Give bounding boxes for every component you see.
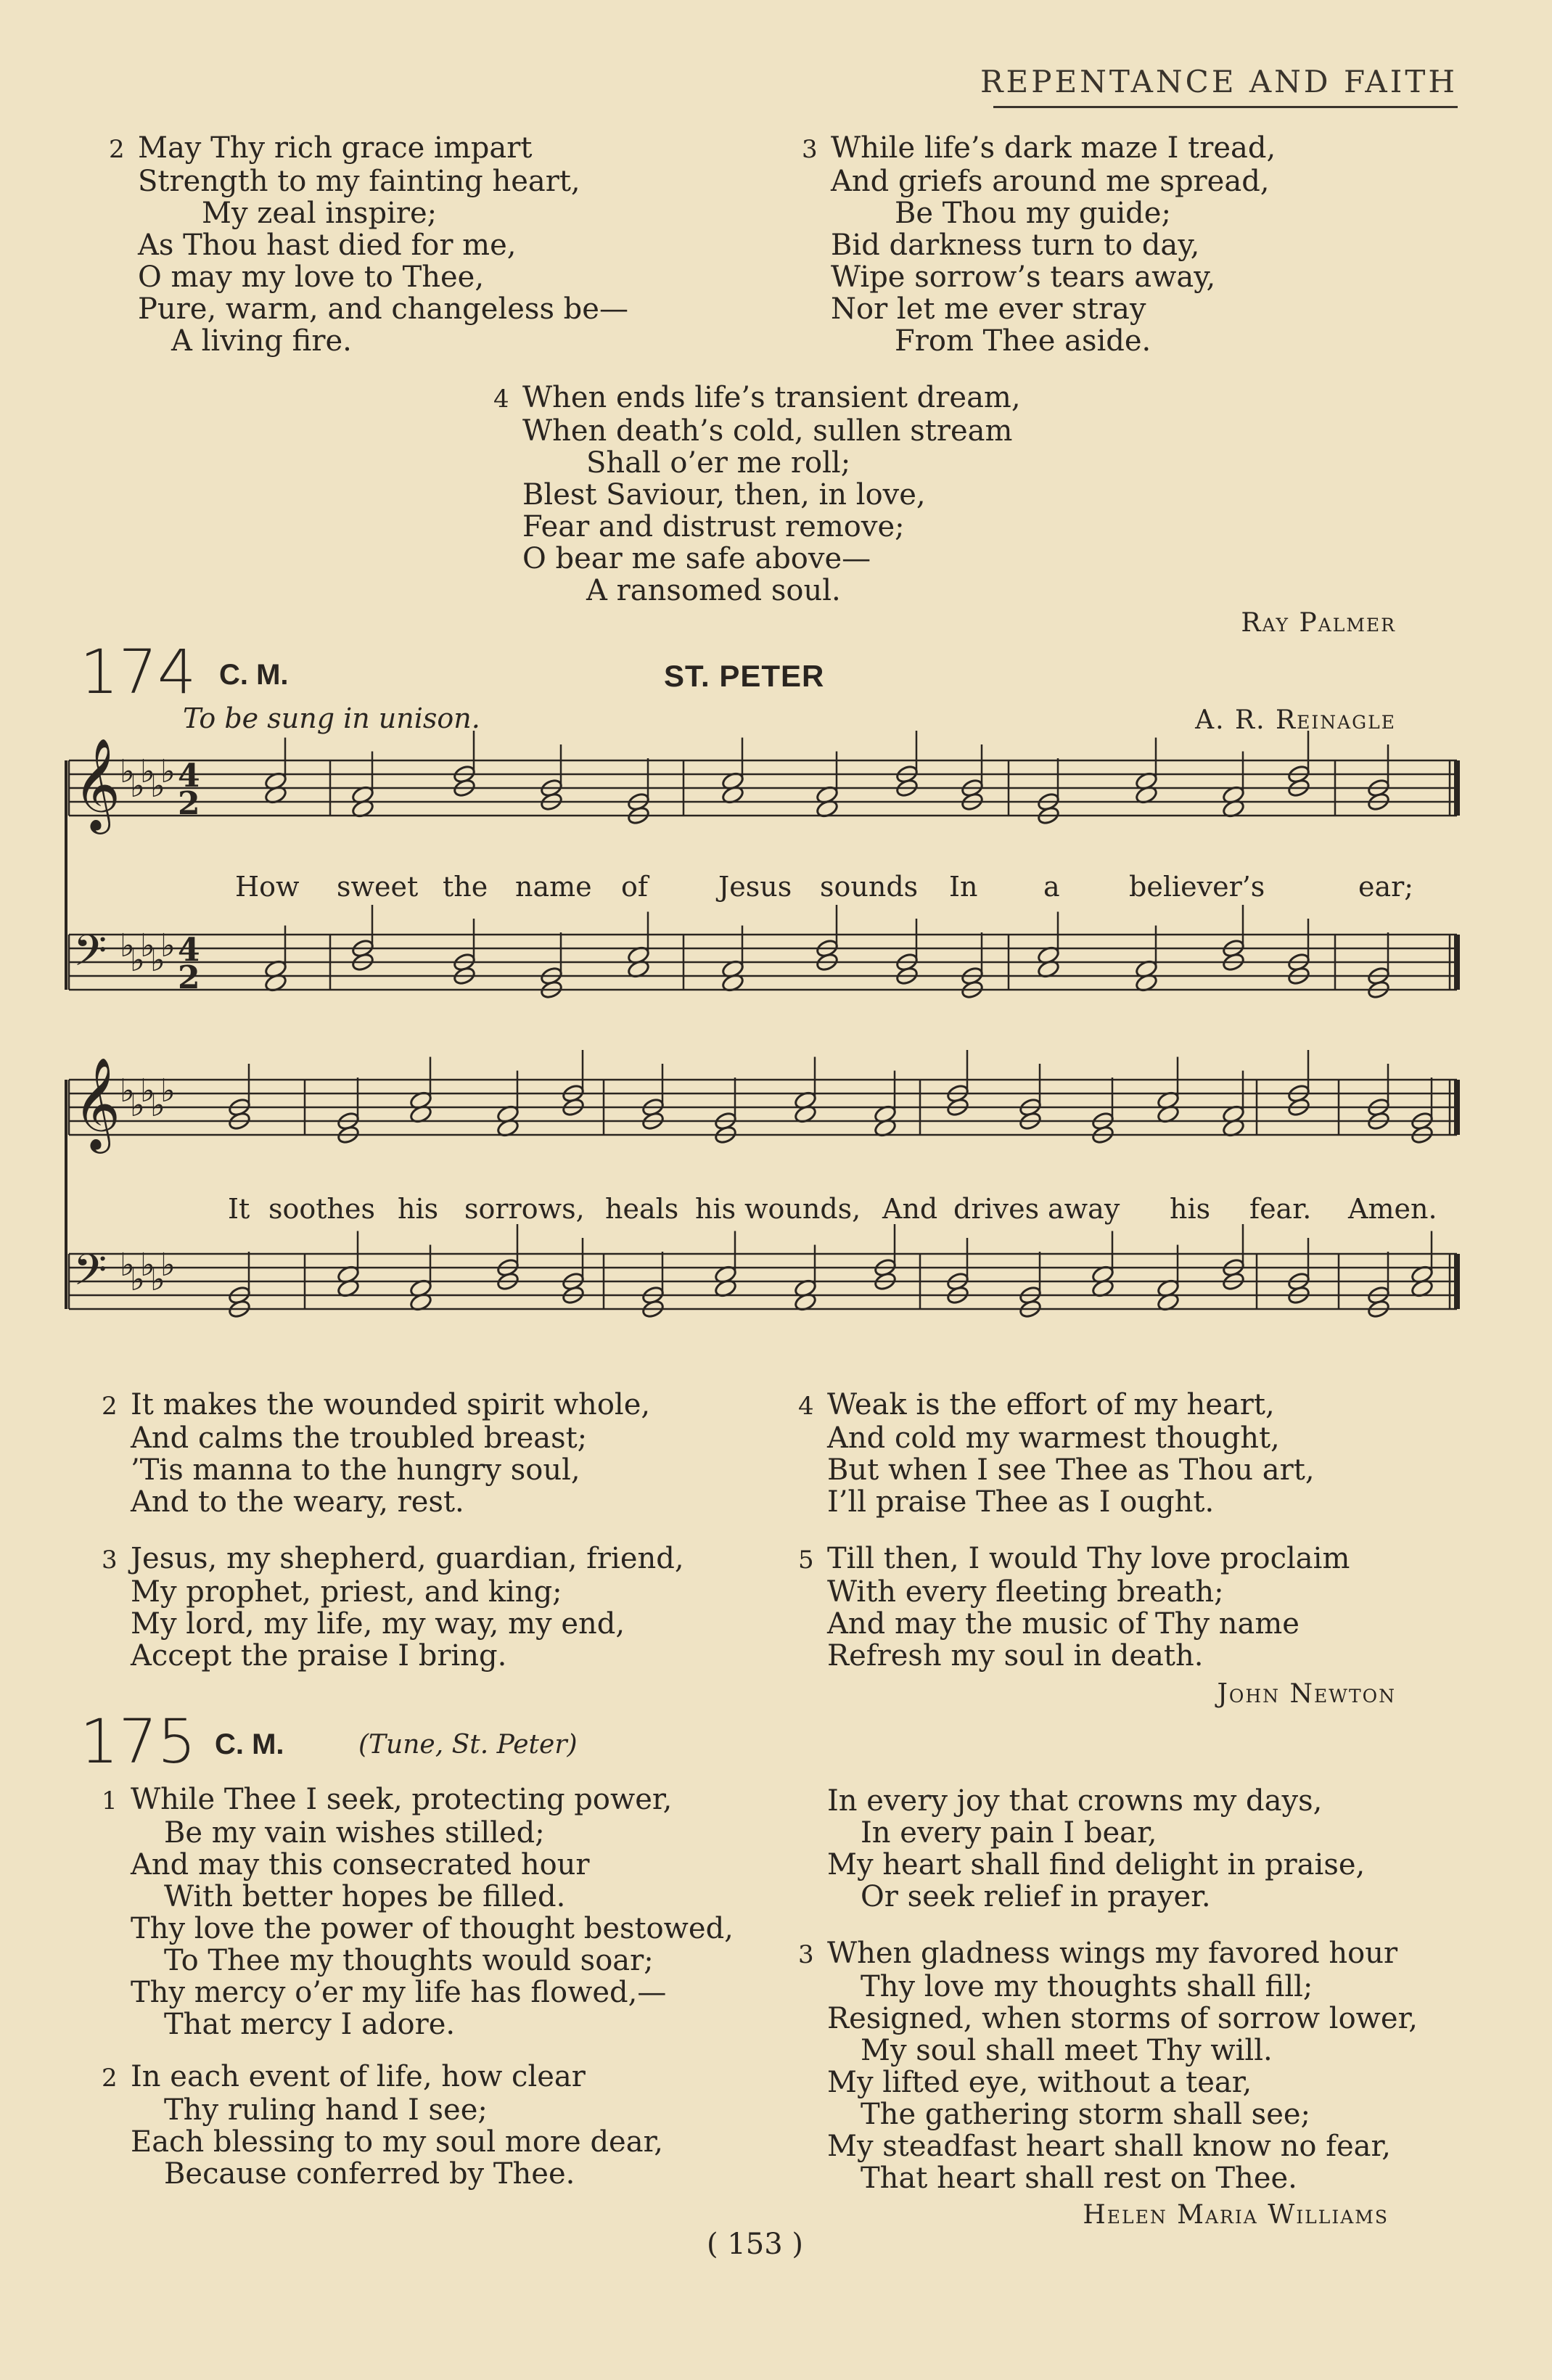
lyric-word: name — [515, 871, 592, 903]
hymn-175-verse-3: 3 When gladness wings my favored hour Thy love my thoughts shall fill; Resigned, when storms of sorrow lower, My soul shall meet Thy will. My lifted eye, without a tear, The gathering storm shall see; My steadfast heart shall know no fear, That heart shall rest on Thee. — [798, 1937, 1418, 2195]
flat-icon: ♭ — [160, 927, 176, 964]
time-signature: 2 — [178, 785, 200, 822]
prev-verse-2: 2 May Thy rich grace impart Strength to my fainting heart, My zeal inspire; As Thou hast died for me, O may my love to Thee, Pure, warm, and changeless be— A living fire. — [109, 131, 628, 358]
lyric-word: the — [443, 871, 488, 903]
flat-icon: ♭ — [130, 1261, 145, 1298]
time-signature: 4 — [178, 932, 200, 969]
flat-icon: ♭ — [150, 1261, 165, 1298]
lyric-word: In — [949, 871, 978, 903]
lyric-word: How — [235, 871, 300, 903]
prev-verse-4: 4 When ends life’s transient dream, When death’s cold, sullen stream Shall o’er me roll; Blest Saviour, then, in love, Fear and distrust remove; O bear me safe above— A ransomed soul. — [493, 381, 1021, 607]
lyric-word: wounds, — [744, 1193, 861, 1225]
hymn-174-author: John Newton — [1217, 1679, 1396, 1709]
bass-clef-icon: 𝄢 — [73, 925, 107, 986]
hymn-175-verse-2-cont: In every joy that crowns my days, In every pain I bear, My heart shall find delight in praise, Or seek relief in prayer. — [827, 1784, 1366, 1913]
lyric-word: his — [695, 1193, 736, 1225]
lyric-word: his — [398, 1193, 439, 1225]
lyric-word: away — [1048, 1193, 1120, 1225]
flat-icon: ♭ — [150, 942, 165, 979]
flat-icon: ♭ — [150, 1087, 165, 1124]
prev-hymn-author: Ray Palmer — [1241, 608, 1396, 638]
flat-icon: ♭ — [130, 1087, 145, 1124]
hymn-175-verse-2: 2 In each event of life, how clear Thy ruling hand I see; Each blessing to my soul more dear, Because conferred by Thee. — [102, 2060, 664, 2191]
lyric-word: drives — [953, 1193, 1040, 1225]
lyric-word: a — [1043, 871, 1060, 903]
lyric-word: heals — [605, 1193, 679, 1225]
flat-icon: ♭ — [140, 753, 155, 790]
hymn-174-composer: A. R. Reinagle — [1195, 705, 1396, 735]
flat-icon: ♭ — [120, 753, 135, 790]
lyric-word: soothes — [268, 1193, 375, 1225]
hymn-174-verse-2: 2 It makes the wounded spirit whole, And calms the troubled breast; ’Tis manna to the hungry soul, And to the weary, rest. — [102, 1388, 651, 1519]
flat-icon: ♭ — [160, 753, 176, 790]
hymn-174-verse-5: 5 Till then, I would Thy love proclaim With every fleeting breath; And may the music of Thy name Refresh my soul in death. — [798, 1542, 1350, 1673]
treble-clef-icon: 𝄞 — [73, 1056, 121, 1149]
time-signature: 4 — [178, 758, 200, 795]
lyric-word: Amen. — [1348, 1193, 1437, 1225]
flat-icon: ♭ — [140, 1072, 155, 1109]
lyric-word: sweet — [337, 871, 419, 903]
hymn-175-verse-1: 1 While Thee I seek, protecting power, Be my vain wishes stilled; And may this consecrated hour With better hopes be filled. Thy love the power of thought bestowed, To Thee my thoughts would soar; Thy mercy o’er my life has flowed,— That mercy I adore. — [102, 1783, 734, 2041]
lyric-word: sorrows, — [464, 1193, 585, 1225]
lyric-word: And — [882, 1193, 938, 1225]
section-header: REPENTANCE AND FAITH — [980, 64, 1458, 99]
hymn-175-tune-note: (Tune, St. Peter) — [358, 1730, 578, 1760]
bass-clef-icon: 𝄢 — [73, 1244, 107, 1305]
lyric-word: of — [621, 871, 648, 903]
flat-icon: ♭ — [120, 1072, 135, 1109]
flat-icon: ♭ — [120, 1247, 135, 1284]
hymn-175-meter: C. M. — [215, 1728, 284, 1760]
lyric-word: his — [1170, 1193, 1211, 1225]
flat-icon: ♭ — [120, 927, 135, 964]
prev-verse-3: 3 While life’s dark maze I tread, And griefs around me spread, Be Thou my guide; Bid darkness turn to day, Wipe sorrow’s tears away, Nor let me ever stray From Thee aside. — [802, 131, 1276, 358]
lyric-word: sounds — [820, 871, 919, 903]
hymn-174-instruction: To be sung in unison. — [183, 702, 480, 734]
hymn-174-verse-4: 4 Weak is the effort of my heart, And cold my warmest thought, But when I see Thee as Thou art, I’ll praise Thee as I ought. — [798, 1388, 1315, 1519]
lyric-word: ear; — [1358, 871, 1414, 903]
flat-icon: ♭ — [130, 942, 145, 979]
hymn-174-number: 174 — [80, 636, 197, 707]
lyric-word: Jesus — [718, 871, 792, 903]
time-signature: 2 — [178, 959, 200, 996]
flat-icon: ♭ — [150, 768, 165, 805]
hymn-175-author: Helen Maria Williams — [1083, 2200, 1389, 2230]
flat-icon: ♭ — [140, 1247, 155, 1284]
lyric-word: fear. — [1249, 1193, 1312, 1225]
hymn-175-number: 175 — [80, 1706, 197, 1777]
hymn-174-tune: ST. PETER — [664, 659, 825, 693]
flat-icon: ♭ — [160, 1247, 176, 1284]
flat-icon: ♭ — [140, 927, 155, 964]
hymn-174-verse-3: 3 Jesus, my shepherd, guardian, friend, My prophet, priest, and king; My lord, my life, my way, my end, Accept the praise I bring. — [102, 1542, 684, 1673]
flat-icon: ♭ — [130, 768, 145, 805]
flat-icon: ♭ — [160, 1072, 176, 1109]
page-number: ( 153 ) — [707, 2228, 803, 2261]
hymn-174-meter: C. M. — [219, 659, 289, 691]
treble-clef-icon: 𝄞 — [73, 737, 121, 830]
lyric-word: believer’s — [1129, 871, 1265, 903]
lyric-word: It — [228, 1193, 250, 1225]
